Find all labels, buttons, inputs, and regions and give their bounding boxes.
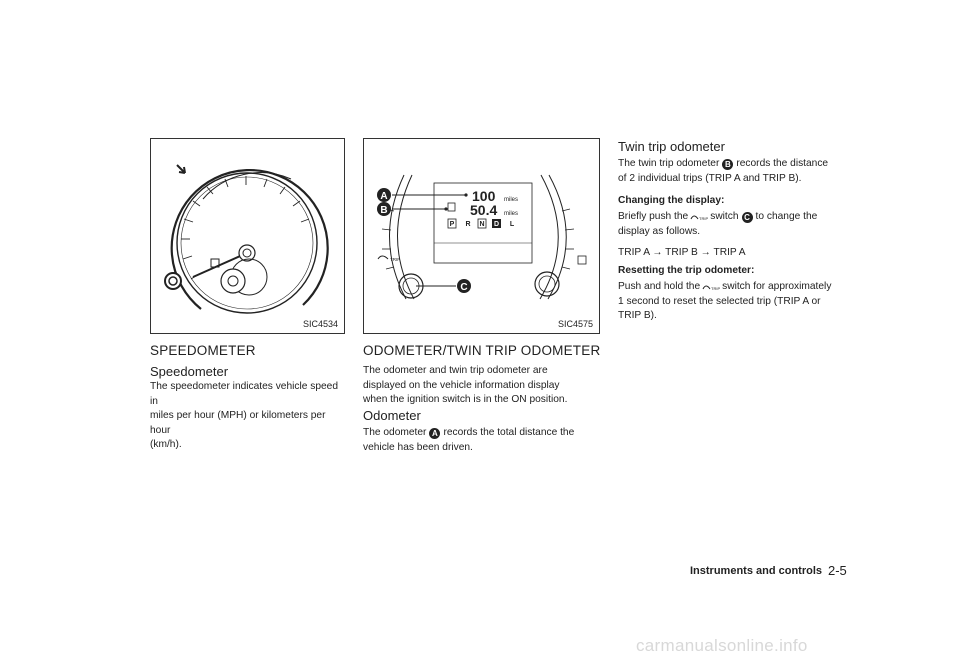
odometer-intro-line-2: displayed on the vehicle information display	[363, 379, 560, 391]
callout-a: A	[380, 191, 388, 202]
watermark: carmanualsonline.info	[636, 636, 808, 655]
figure-code: SIC4575	[557, 319, 593, 329]
trip-reading: 50.4	[470, 202, 498, 218]
footer-page-number: 2-5	[828, 563, 847, 578]
twin-text-before: The twin trip odometer	[618, 158, 720, 169]
change-line-2: display as follows.	[618, 225, 701, 237]
odometer-illustration	[364, 139, 599, 333]
trip-switch-icon	[690, 212, 708, 221]
twin-line-2: of 2 individual trips (TRIP A and TRIP B).	[618, 172, 802, 184]
trip-switch-icon	[702, 282, 720, 291]
gear-p: P	[449, 221, 455, 228]
twin-text-after: records the distance	[736, 158, 829, 169]
callout-b-inline: B	[722, 159, 733, 170]
resetting-paragraph	[618, 280, 858, 324]
section-title-speedometer: SPEEDOMETER	[150, 343, 256, 358]
trip-switch-icon-text: TRIP	[711, 286, 721, 291]
changing-display-paragraph	[618, 210, 858, 239]
odometer-intro-line-3: when the ignition switch is in the ON position.	[363, 394, 568, 406]
odometer-intro-line-1: The odometer and twin trip odometer are	[363, 365, 548, 376]
speedometer-illustration	[151, 139, 344, 333]
trip-icon-text: TRIP	[390, 257, 401, 262]
gear-l: L	[509, 221, 515, 228]
gear-d: D	[493, 221, 500, 228]
trip-switch-icon-text: TRIP	[699, 216, 709, 221]
odometer-paragraph	[363, 426, 603, 455]
change-text-mid: switch	[710, 211, 739, 222]
changing-display-heading: Changing the display:	[618, 195, 725, 206]
gear-r: R	[465, 221, 471, 228]
gear-n: N	[479, 221, 485, 228]
odometer-unit: miles	[504, 197, 519, 203]
speedometer-line-2: miles per hour (MPH) or kilometers per hour	[150, 410, 326, 436]
figure-code: SIC4534	[302, 319, 338, 329]
callout-a-inline: A	[429, 428, 440, 439]
subsection-title-odometer: Odometer	[363, 408, 421, 423]
reset-text-before: Push and hold the	[618, 281, 701, 292]
subsection-title-twin-trip: Twin trip odometer	[618, 139, 725, 154]
odometer-figure	[363, 138, 600, 334]
speedometer-line-1: The speedometer indicates vehicle speed in	[150, 381, 339, 407]
trip-sequence: TRIP A → TRIP B → TRIP A	[618, 247, 746, 258]
twin-trip-paragraph	[618, 157, 858, 186]
section-title-odometer: ODOMETER/TWIN TRIP ODOMETER	[363, 343, 601, 358]
reset-line-2: 1 second to reset the selected trip (TRIP A or	[618, 295, 821, 307]
callout-c-inline: C	[742, 212, 753, 223]
reset-text-after: switch for approximately	[722, 281, 832, 292]
callout-b: B	[380, 205, 388, 216]
odometer-reading: 100	[472, 188, 496, 204]
odometer-line-2: vehicle has been driven.	[363, 441, 473, 453]
odometer-text-after: records the total distance the	[443, 427, 575, 438]
change-text-after: to change the	[755, 211, 818, 222]
odometer-text-before: The odometer	[363, 427, 427, 438]
trip-unit: miles	[504, 211, 519, 217]
reset-line-3: TRIP B).	[618, 310, 657, 322]
speedometer-figure	[150, 138, 345, 334]
speedometer-line-3: (km/h).	[150, 439, 182, 451]
callout-c: C	[460, 282, 468, 293]
subsection-title-speedometer: Speedometer	[150, 364, 229, 379]
change-text-before: Briefly push the	[618, 211, 689, 222]
resetting-heading: Resetting the trip odometer:	[618, 265, 755, 276]
odometer-intro-paragraph	[363, 364, 601, 408]
speedometer-paragraph	[150, 380, 345, 453]
footer-chapter-title: Instruments and controls	[690, 565, 823, 577]
